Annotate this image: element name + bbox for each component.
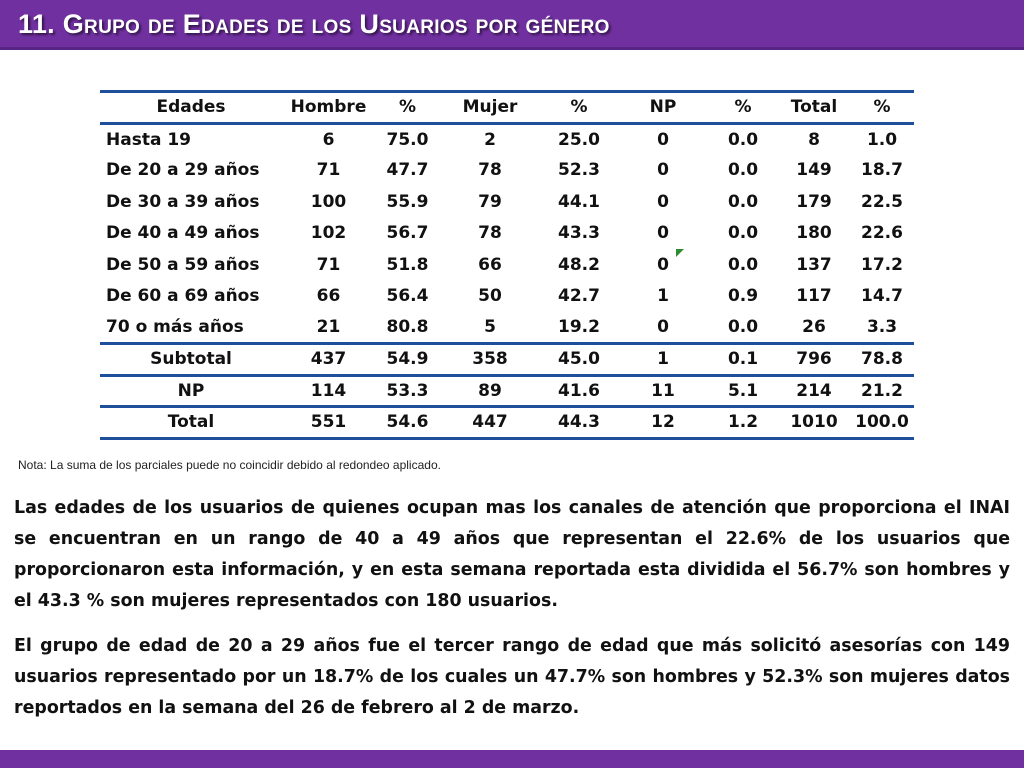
column-header: % bbox=[873, 97, 891, 118]
table-cell: 19.2 bbox=[558, 317, 600, 337]
table-cell: 44.1 bbox=[558, 191, 600, 212]
table-cell: 180 bbox=[796, 223, 832, 244]
table-cell: De 40 a 49 años bbox=[106, 223, 260, 244]
table-cell: 55.9 bbox=[386, 191, 429, 212]
table-cell: 102 bbox=[310, 223, 347, 244]
table-cell: 52.3 bbox=[558, 160, 600, 181]
column-header: Hombre bbox=[290, 97, 367, 118]
table-cell: 179 bbox=[796, 191, 832, 212]
table-cell: 0.0 bbox=[727, 254, 759, 275]
table-cell: 89 bbox=[478, 380, 502, 401]
table-cell: 45.0 bbox=[558, 349, 600, 370]
table-cell: 21 bbox=[316, 317, 341, 337]
table-cell: 3.3 bbox=[866, 317, 898, 337]
table-cell: 0 bbox=[657, 129, 669, 150]
column-header: Total bbox=[790, 97, 838, 118]
table-cell: 17.2 bbox=[861, 254, 903, 275]
table-cell: 0.0 bbox=[727, 160, 759, 181]
table-cell: 100.0 bbox=[855, 412, 909, 433]
table-cell: 0.0 bbox=[727, 317, 759, 337]
table-cell: 214 bbox=[796, 380, 832, 401]
table-cell: 70 o más años bbox=[106, 317, 244, 337]
table-cell: 1.2 bbox=[727, 412, 759, 433]
column-header: % bbox=[570, 97, 588, 118]
body-paragraph: Las edades de los usuarios de quienes ocupan mas los canales de atención que proporciona el INAI se encuentran en un rango de 40 a 49 años que representan el 22.6% de los usuarios que proporcionaron esta información, y en esta semana reportada esta dividida el 56.7% son hombres y el 43.3 % son mujeres representados con 180 usuarios. bbox=[14, 498, 1010, 611]
subtotal-row bbox=[100, 344, 914, 376]
table-cell: 42.7 bbox=[558, 286, 600, 307]
table-cell: 66 bbox=[316, 286, 341, 307]
table-cell: 22.6 bbox=[861, 223, 903, 244]
table-cell: 21.2 bbox=[861, 380, 903, 401]
table-cell: 0.1 bbox=[727, 349, 759, 370]
table-cell: 43.3 bbox=[558, 223, 600, 244]
table-cell: 0.0 bbox=[727, 191, 759, 212]
table-cell: De 50 a 59 años bbox=[106, 254, 260, 275]
np-label: NP bbox=[177, 380, 205, 401]
table-cell: 26 bbox=[802, 317, 826, 337]
table-row bbox=[100, 312, 914, 344]
table-cell: 0 bbox=[657, 160, 669, 181]
table-cell: 6 bbox=[322, 129, 335, 150]
column-header: % bbox=[734, 97, 752, 118]
table-cell: 551 bbox=[310, 412, 347, 433]
table-header-row bbox=[100, 92, 914, 124]
table-row bbox=[100, 186, 914, 218]
cell-comment-marker bbox=[676, 249, 684, 257]
table-cell: 437 bbox=[310, 349, 347, 370]
table-cell: 796 bbox=[796, 349, 832, 370]
table-cell: 56.4 bbox=[386, 286, 429, 307]
total-label: Total bbox=[167, 412, 215, 433]
table-cell: 149 bbox=[796, 160, 832, 181]
table-row bbox=[100, 281, 914, 313]
table-row bbox=[100, 249, 914, 281]
np-row bbox=[100, 375, 914, 407]
table-cell: 47.7 bbox=[386, 160, 429, 181]
table-cell: De 60 a 69 años bbox=[106, 286, 260, 307]
table-cell: 8 bbox=[808, 129, 820, 150]
table-cell: 1.0 bbox=[866, 129, 898, 150]
table-cell: 53.3 bbox=[386, 380, 429, 401]
table-cell: 41.6 bbox=[558, 380, 600, 401]
table-cell: 66 bbox=[478, 254, 502, 275]
table-row bbox=[100, 218, 914, 250]
table-cell: 54.6 bbox=[386, 412, 429, 433]
subtotal-label: Subtotal bbox=[150, 349, 232, 370]
table-cell: 25.0 bbox=[558, 129, 600, 150]
table-cell: 0 bbox=[657, 317, 669, 337]
slide-title: 11. Grupo de Edades de los Usuarios por género bbox=[18, 9, 610, 39]
table-cell: 114 bbox=[310, 380, 347, 401]
table-cell: 78.8 bbox=[861, 349, 903, 370]
table-cell: 117 bbox=[796, 286, 832, 307]
table-cell: 1 bbox=[657, 286, 669, 307]
table-cell: 0.0 bbox=[727, 223, 759, 244]
table-cell: 137 bbox=[796, 254, 832, 275]
table-cell: De 30 a 39 años bbox=[106, 191, 260, 212]
table-cell: 100 bbox=[310, 191, 347, 212]
table-cell: 54.9 bbox=[386, 349, 429, 370]
table-cell: Hasta 19 bbox=[106, 129, 191, 150]
table-cell: 18.7 bbox=[861, 160, 903, 181]
table-cell: 78 bbox=[478, 160, 502, 181]
column-header: Edades bbox=[156, 97, 226, 118]
table-cell: 75.0 bbox=[386, 129, 429, 150]
table-cell: De 20 a 29 años bbox=[106, 160, 260, 181]
table-row bbox=[100, 155, 914, 187]
table-cell: 11 bbox=[651, 380, 675, 401]
table-cell: 22.5 bbox=[861, 191, 903, 212]
column-header: NP bbox=[649, 97, 677, 118]
table-cell: 2 bbox=[484, 129, 496, 150]
footnote: Nota: La suma de los parciales puede no coincidir debido al redondeo aplicado. bbox=[18, 458, 441, 472]
title-banner bbox=[0, 0, 1024, 50]
table-cell: 0 bbox=[657, 254, 669, 275]
footer-bar bbox=[0, 750, 1024, 768]
table-cell: 50 bbox=[478, 286, 502, 307]
table-cell: 0.9 bbox=[727, 286, 759, 307]
table-cell: 78 bbox=[478, 223, 502, 244]
age-gender-table bbox=[100, 90, 914, 440]
table-cell: 1010 bbox=[790, 412, 838, 433]
table-cell: 12 bbox=[651, 412, 675, 433]
table-cell: 14.7 bbox=[861, 286, 903, 307]
table-cell: 44.3 bbox=[558, 412, 600, 433]
age-gender-table-container bbox=[100, 90, 914, 440]
table-cell: 1 bbox=[657, 349, 669, 370]
table-cell: 80.8 bbox=[386, 317, 429, 337]
table-cell: 358 bbox=[472, 349, 508, 370]
table-cell: 71 bbox=[316, 254, 341, 275]
table-cell: 5 bbox=[484, 317, 496, 337]
table-cell: 51.8 bbox=[386, 254, 429, 275]
table-cell: 447 bbox=[472, 412, 508, 433]
total-row bbox=[100, 407, 914, 439]
table-cell: 0 bbox=[657, 191, 669, 212]
table-cell: 5.1 bbox=[727, 380, 759, 401]
column-header: Mujer bbox=[462, 97, 518, 118]
column-header: % bbox=[398, 97, 417, 118]
table-cell: 48.2 bbox=[558, 254, 600, 275]
table-cell: 71 bbox=[316, 160, 341, 181]
table-row bbox=[100, 123, 914, 155]
table-cell: 0 bbox=[657, 223, 669, 244]
table-cell: 79 bbox=[478, 191, 502, 212]
body-paragraph: El grupo de edad de 20 a 29 años fue el tercer rango de edad que más solicitó asesorías con 149 usuarios representado por un 18.7% de los cuales un 47.7% son hombres y 52.3% son mujeres datos reportados en la semana del 26 de febrero al 2 de marzo. bbox=[14, 636, 1010, 718]
table-cell: 56.7 bbox=[386, 223, 429, 244]
table-cell: 0.0 bbox=[727, 129, 759, 150]
